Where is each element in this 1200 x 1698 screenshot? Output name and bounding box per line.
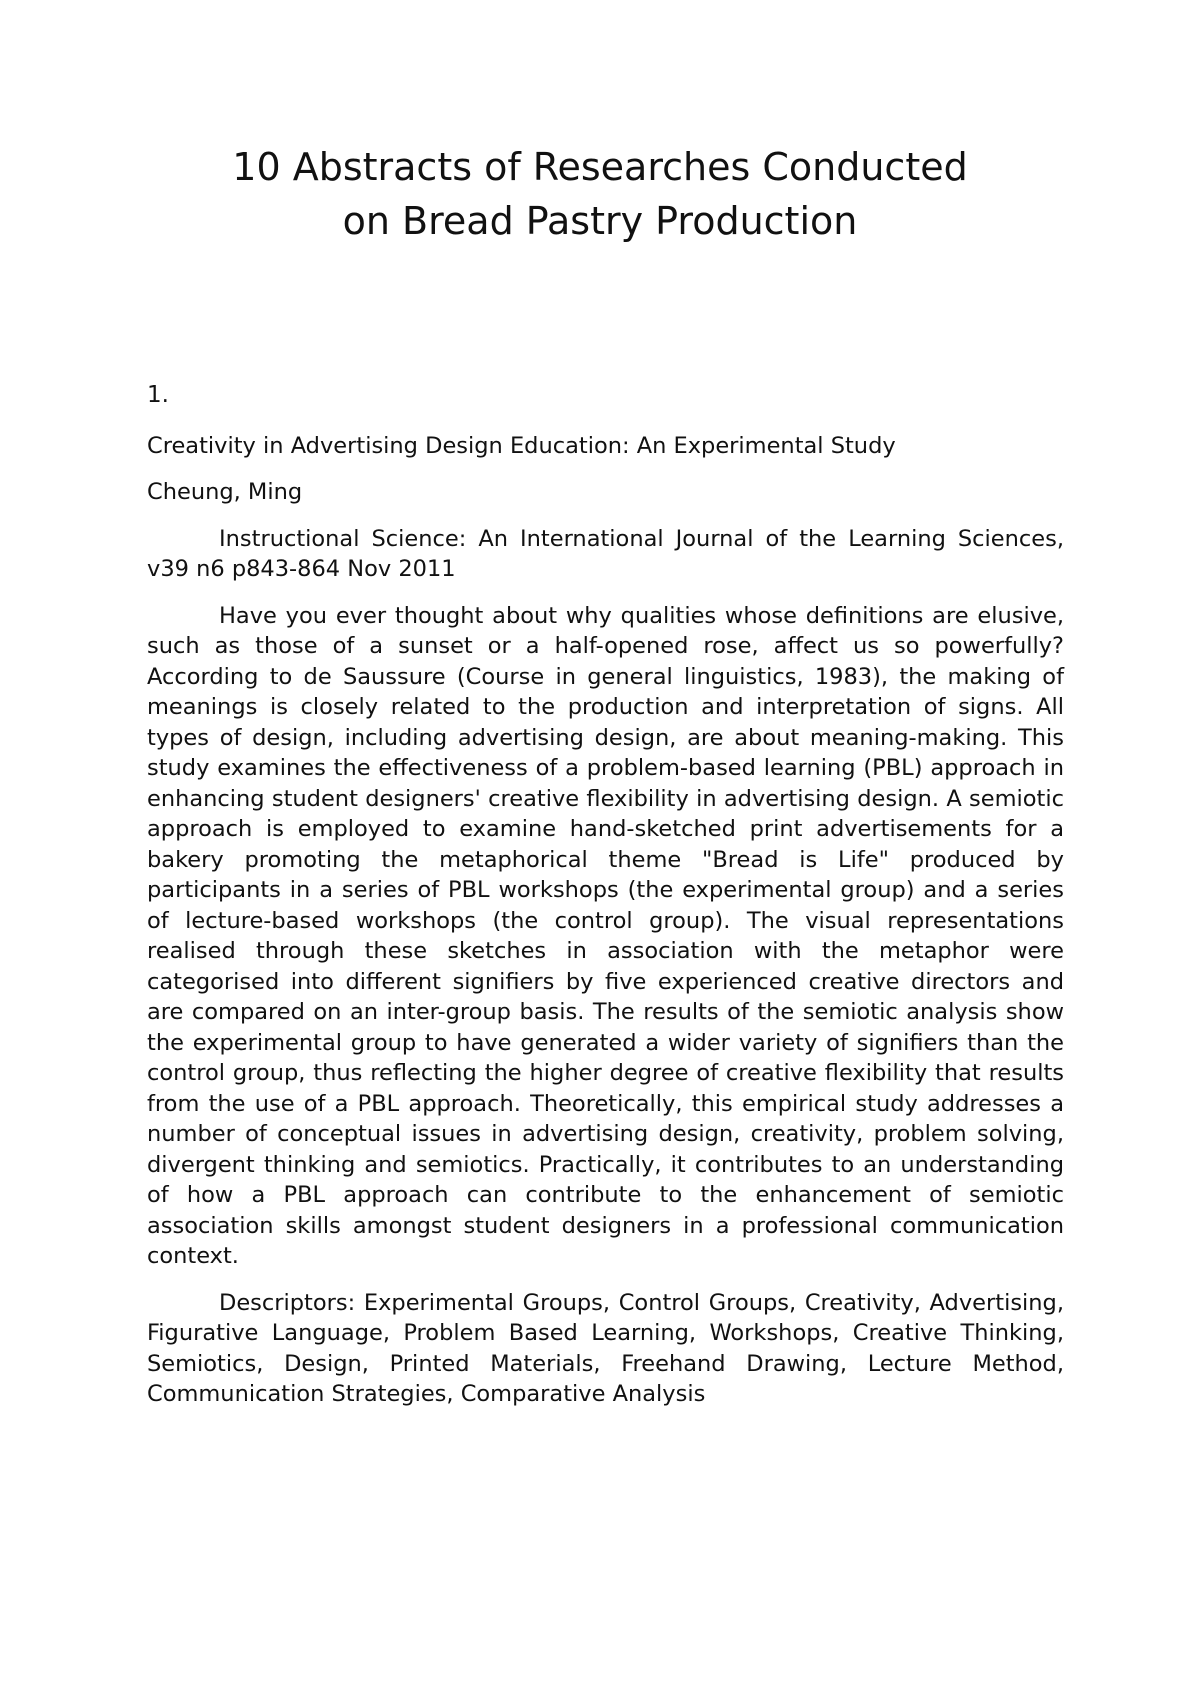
document-title-line-2: on Bread Pastry Production	[342, 199, 858, 243]
document-title	[140, 140, 1060, 248]
entry-source: Instructional Science: An International Journal of the Learning Sciences, v39 n6 p843-864 Nov 2011	[147, 525, 1064, 582]
entry-descriptors: Descriptors: Experimental Groups, Control Groups, Creativity, Advertising, Figurative Language, Problem Based Learning, Workshops, Creative Thinking, Semiotics, Design, Printed Materials, Freehand Drawing, Lecture Method, Communication Strategies, Comparative Analysis	[147, 1289, 1064, 1407]
entry-author: Cheung, Ming	[147, 479, 303, 505]
abstract-entry	[147, 380, 1064, 1426]
entry-number: 1.	[147, 382, 169, 408]
entry-title: Creativity in Advertising Design Education: An Experimental Study	[147, 432, 896, 459]
document-title-line-1: 10 Abstracts of Researches Conducted	[232, 145, 968, 189]
entry-abstract: Have you ever thought about why qualities whose definitions are elusive, such as those of a sunset or a half-opened rose, affect us so powerfully? According to de Saussure (Course in general linguistics, 1983), the making of meanings is closely related to the production and interpretation of signs. All types of design, including advertising design, are about meaning-making. This study examines the effectiveness of a problem-based learning (PBL) approach in enhancing student designers' creative flexibility in advertising design. A semiotic approach is employed to examine hand-sketched print advertisements for a bakery promoting the metaphorical theme "Bread is Life" produced by participants in a series of PBL workshops (the experimental group) and a series of lecture-based workshops (the control group). The visual representations realised through these sketches in association with the metaphor were categorised into different signifiers by five experienced creative directors and are compared on an inter-group basis. The results of the semiotic analysis show the experimental group to have generated a wider variety of signifiers than the control group, thus reflecting the higher degree of creative flexibility that results from the use of a PBL approach. Theoretically, this empirical study addresses a number of conceptual issues in advertising design, creativity, problem solving, divergent thinking and semiotics. Practically, it contributes to an understanding of how a PBL approach can contribute to the enhancement of semiotic association skills amongst student designers in a professional communication context.	[147, 602, 1064, 1269]
